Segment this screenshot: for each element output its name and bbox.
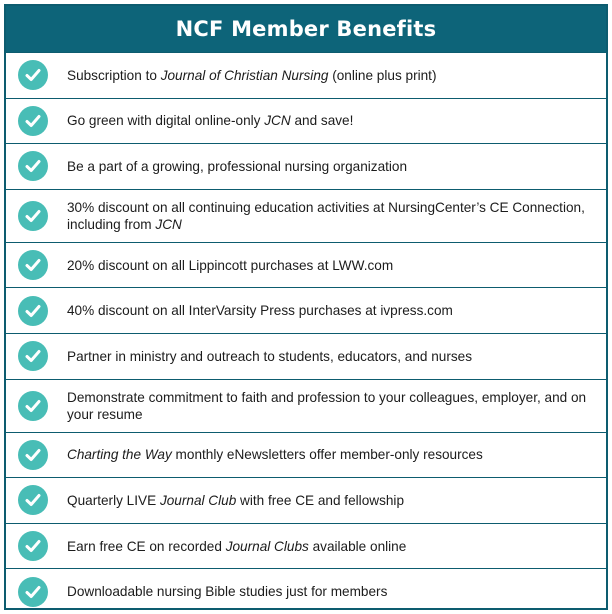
benefit-row — [6, 379, 606, 432]
benefit-row — [6, 568, 606, 614]
benefit-text — [67, 158, 423, 175]
benefit-text-part: and save! — [290, 113, 354, 129]
benefit-text-part: 30% discount on all continuing education activities at NursingCenter’s CE Connection, including from — [67, 199, 585, 232]
benefit-text-part: 20% discount on all Lippincott purchases at LWW.com — [67, 257, 394, 273]
benefit-row — [6, 242, 606, 288]
check-circle-icon — [18, 485, 48, 515]
benefit-text-part: monthly eNewsletters offer member-only resources — [171, 447, 483, 463]
benefit-text-part: Downloadable nursing Bible studies just for members — [67, 584, 388, 600]
benefit-row — [6, 432, 606, 478]
benefit-text — [67, 257, 409, 274]
benefit-text-part: Demonstrate commitment to faith and profession to your colleagues, employer, and on your resume — [67, 389, 587, 422]
benefit-row — [6, 52, 606, 98]
check-circle-icon — [18, 201, 48, 231]
benefit-text-part: Quarterly LIVE — [67, 492, 160, 508]
benefit-text-part: Earn free CE on recorded — [67, 538, 226, 554]
benefit-text — [67, 389, 606, 423]
benefit-text-part: (online plus print) — [328, 67, 437, 83]
header-title: NCF Member Benefits — [6, 6, 606, 52]
benefits-card — [4, 4, 608, 610]
benefit-row — [6, 477, 606, 523]
benefit-text-italic: Journal Club — [159, 492, 237, 508]
benefit-row — [6, 143, 606, 189]
check-circle-icon — [18, 60, 48, 90]
check-circle-icon — [18, 250, 48, 280]
benefit-row — [6, 333, 606, 379]
check-circle-icon — [18, 341, 48, 371]
benefit-text-italic: JCN — [155, 216, 182, 232]
benefit-text-part: Go green with digital online-only — [67, 113, 265, 129]
benefit-text — [67, 67, 452, 84]
benefit-text-part: available online — [308, 538, 407, 554]
check-circle-icon — [18, 440, 48, 470]
benefit-text-italic: Journal Clubs — [225, 538, 309, 554]
check-circle-icon — [18, 106, 48, 136]
benefit-text-part: with free CE and fellowship — [236, 492, 405, 508]
benefit-text — [67, 112, 369, 129]
benefit-text-part: Subscription to — [67, 67, 161, 83]
benefit-text-part: Be a part of a growing, professional nursing organization — [67, 158, 408, 174]
benefit-text — [67, 302, 469, 319]
benefit-text — [67, 199, 606, 233]
benefit-text-part: Partner in ministry and outreach to students, educators, and nurses — [67, 348, 473, 364]
benefit-text-italic: Journal of Christian Nursing — [160, 67, 329, 83]
benefit-text-italic: Charting the Way — [67, 447, 172, 463]
benefits-list — [6, 52, 606, 614]
check-circle-icon — [18, 151, 48, 181]
benefit-text — [67, 348, 488, 365]
benefit-text-part: 40% discount on all InterVarsity Press purchases at ivpress.com — [67, 303, 453, 319]
benefit-row — [6, 523, 606, 569]
benefit-text — [67, 583, 403, 600]
check-circle-icon — [18, 296, 48, 326]
check-circle-icon — [18, 577, 48, 607]
benefit-row — [6, 287, 606, 333]
benefit-text — [67, 446, 499, 463]
check-circle-icon — [18, 391, 48, 421]
benefit-text — [67, 492, 420, 509]
benefit-text — [67, 538, 422, 555]
benefit-row — [6, 98, 606, 144]
benefit-text-italic: JCN — [264, 113, 291, 129]
benefit-row — [6, 189, 606, 242]
check-circle-icon — [18, 531, 48, 561]
